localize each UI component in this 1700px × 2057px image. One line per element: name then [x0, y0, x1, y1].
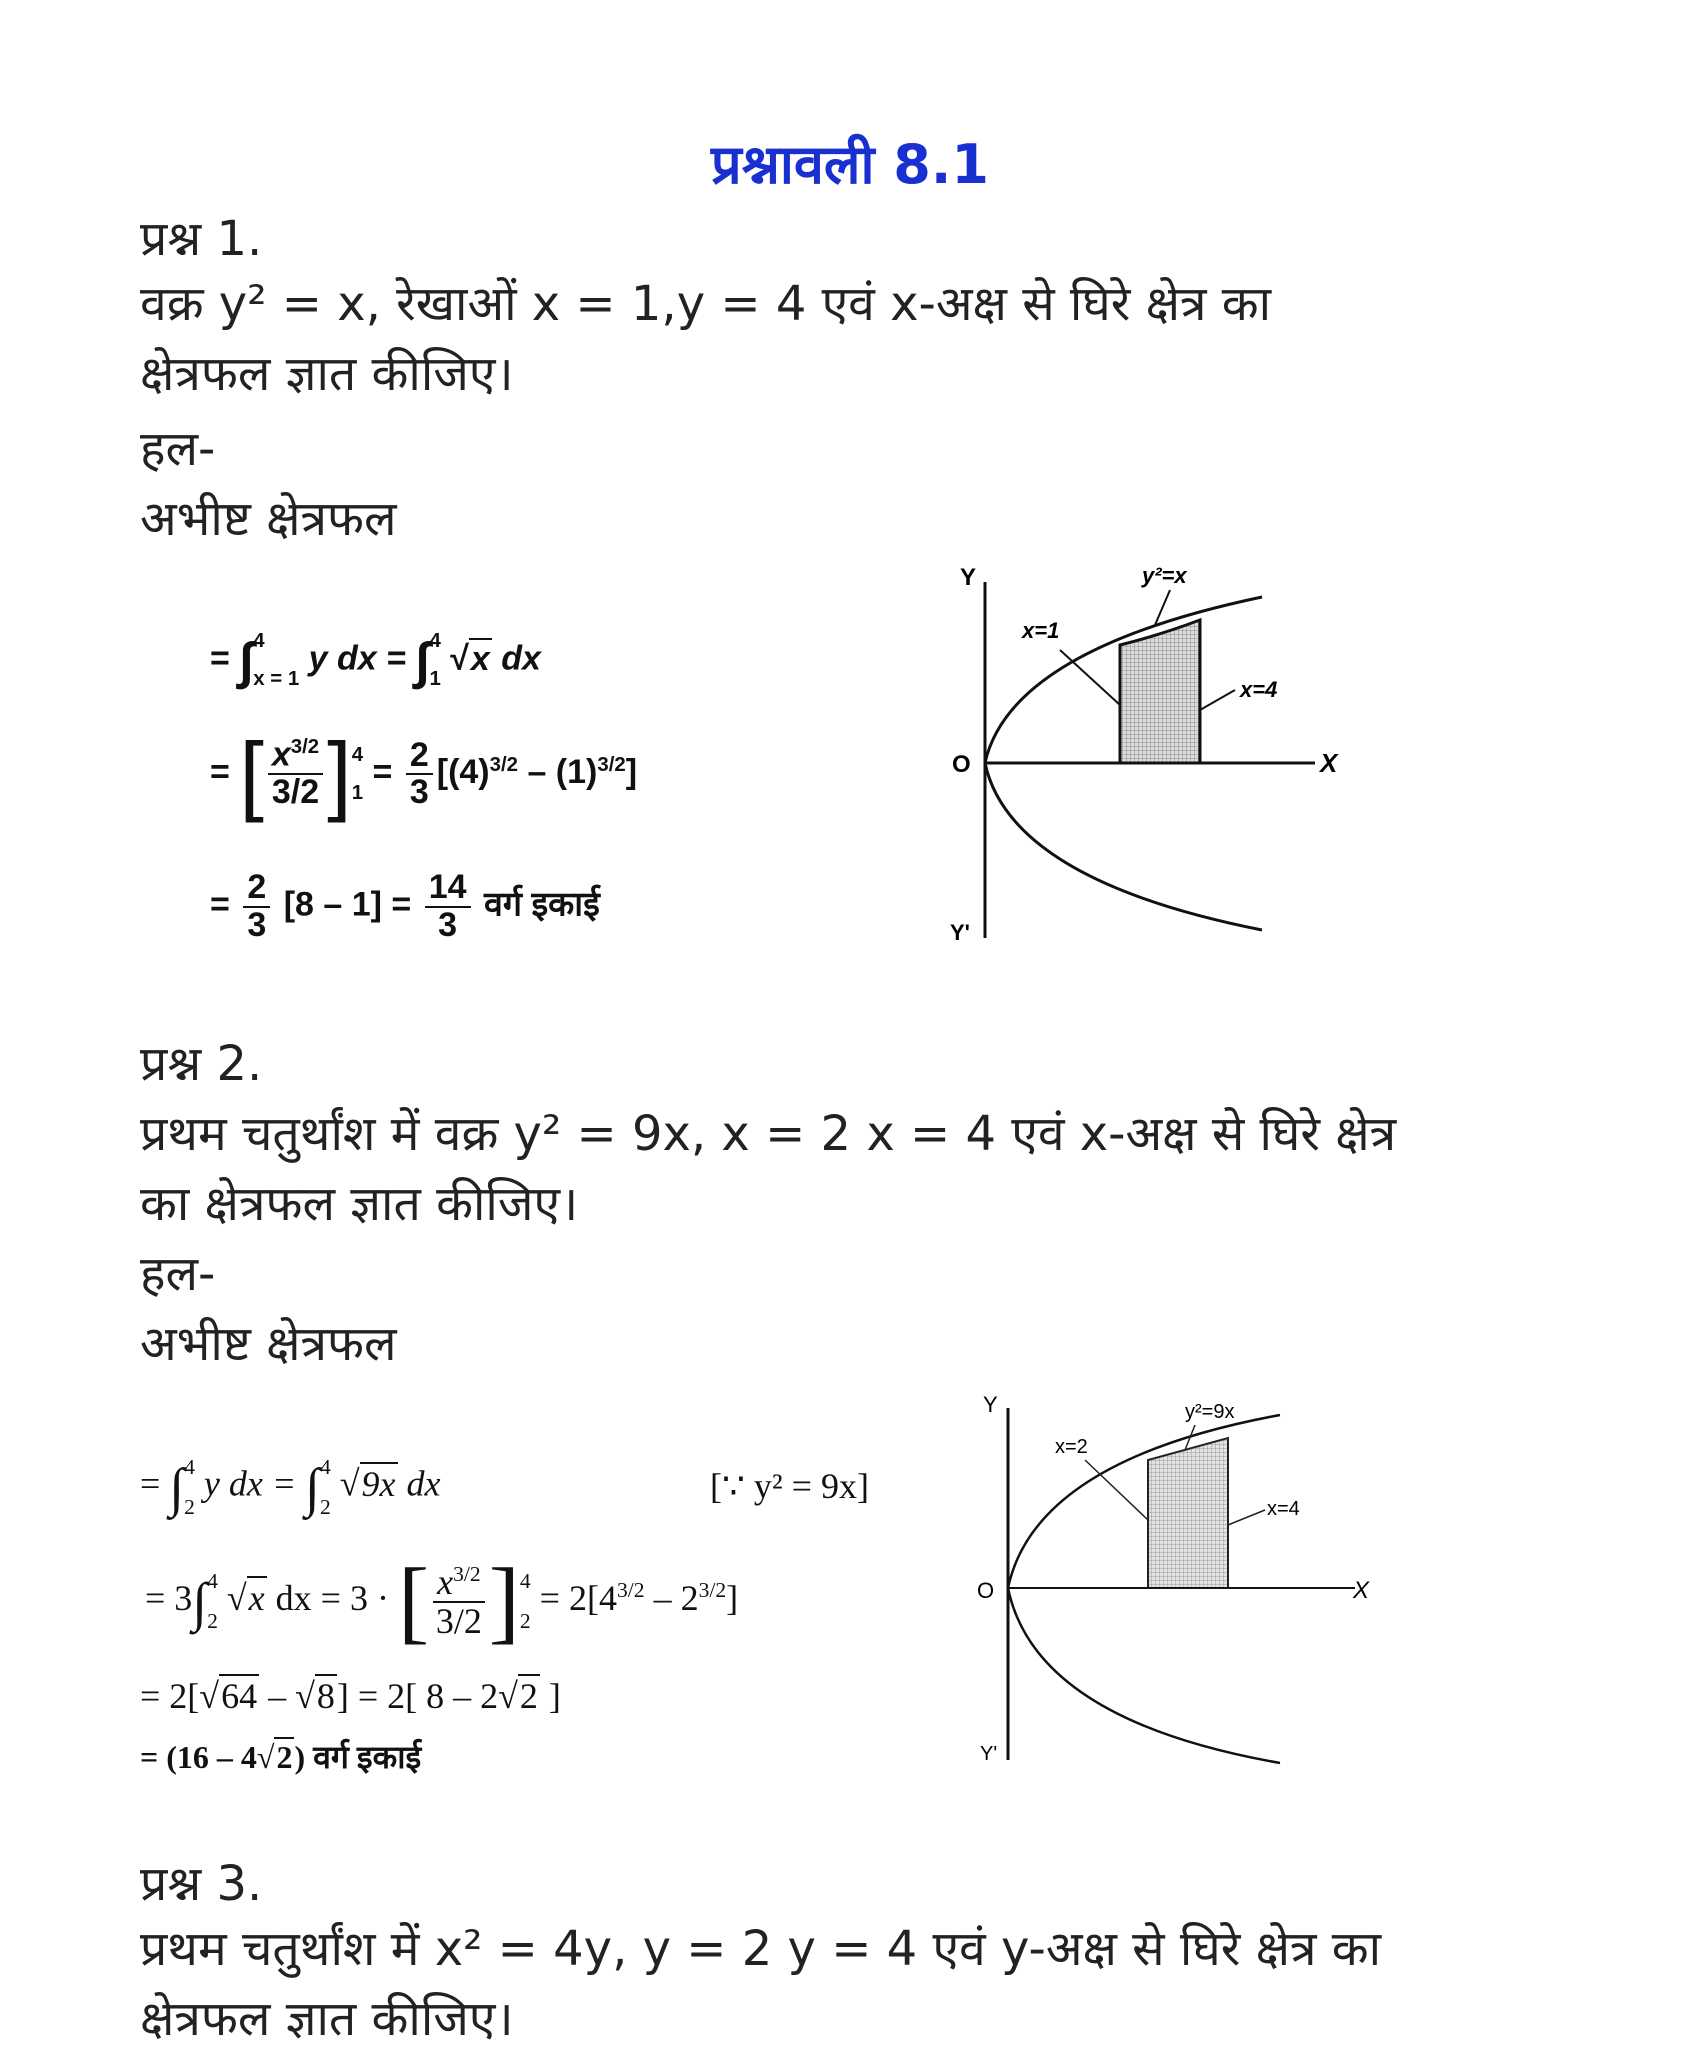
- exponent: 3/2: [597, 753, 626, 776]
- y-axis-label: Y: [983, 1392, 998, 1417]
- arrow: [1060, 650, 1120, 705]
- fraction: $\frac{x^{3/2}}{3/2}$: [433, 1563, 485, 1642]
- fraction: [268, 737, 323, 811]
- line-x2-label: x=2: [1055, 1436, 1088, 1458]
- bracket-close: ]: [488, 1550, 520, 1653]
- limits: [429, 630, 440, 691]
- integral-sign: ∫: [305, 1457, 320, 1518]
- origin-label: O: [977, 1578, 995, 1603]
- term: ]: [625, 753, 638, 792]
- limits: 4 2: [319, 1455, 331, 1519]
- dx: dx: [501, 639, 541, 678]
- exponent: 3/2: [489, 753, 518, 776]
- bracket-open: [: [397, 1550, 430, 1653]
- shaded-region: [1148, 1438, 1228, 1588]
- arrow: [1155, 590, 1170, 625]
- integral-sign: ∫: [415, 632, 430, 690]
- exponent: 3/2: [698, 1578, 727, 1603]
- term: – (1): [518, 753, 598, 792]
- line-x4-label: x=4: [1240, 677, 1278, 702]
- x-axis-label: X: [1320, 748, 1338, 778]
- lower-limit: 1: [429, 668, 441, 691]
- q2-parabola-graph: [955, 1380, 1395, 1780]
- question-2-solution-label: हल-: [140, 1246, 216, 1302]
- question-1-label: प्रश्न 1.: [140, 211, 263, 267]
- numerator: x: [271, 735, 291, 774]
- integral-sign: ∫: [169, 1457, 185, 1518]
- upper-limit: 4: [351, 743, 364, 766]
- eq: = 3: [145, 1578, 193, 1619]
- term: [8 – 1] =: [283, 885, 412, 924]
- bracket-close: ]: [327, 724, 352, 823]
- y-neg-label: Y': [950, 920, 970, 945]
- line-x1-label: x=1: [1022, 618, 1060, 643]
- eq: =: [140, 1463, 161, 1504]
- eq: =: [210, 639, 230, 678]
- question-3-text-line1: प्रथम चतुर्थांश में x² = 4y, y = 2 y = 4 एवं y-अक्ष से घिरे क्षेत्र का: [140, 1921, 1382, 1977]
- fraction: $\frac{2}{3}$: [406, 738, 433, 811]
- integrand: y dx =: [308, 639, 407, 678]
- lower-limit: x = 1: [253, 668, 300, 691]
- q2-step-3: = 2[√64 – √8] = 2[ 8 – 2√2 ]: [140, 1676, 561, 1716]
- limits: [352, 744, 363, 805]
- radicand: x: [470, 639, 490, 678]
- arrow: [1085, 1460, 1148, 1520]
- x-axis-label: X: [1353, 1577, 1370, 1604]
- eq: =: [210, 753, 230, 792]
- fraction: $\frac{2}{3}$: [243, 870, 270, 943]
- limits: 4 2: [519, 1569, 531, 1634]
- shaded-region: [1120, 620, 1200, 763]
- q2-step-1: = ∫ 4 2 y dx = ∫ 4 2 √9x dx: [140, 1455, 441, 1519]
- question-2-text-line1: प्रथम चतुर्थांश में वक्र y² = 9x, x = 2 x = 4 एवं x-अक्ष से घिरे क्षेत्र: [140, 1106, 1397, 1162]
- integrand: y dx =: [203, 1463, 297, 1504]
- integral-sign: ∫: [192, 1571, 208, 1632]
- eq: =: [372, 753, 393, 792]
- lower-limit: 1: [351, 781, 364, 804]
- question-2-text-line2: का क्षेत्रफल ज्ञात कीजिए।: [140, 1176, 579, 1232]
- y-axis-label: Y: [960, 564, 977, 591]
- question-3-text-line2: क्षेत्रफल ज्ञात कीजिए।: [140, 1991, 514, 2047]
- bracket-open: [: [239, 724, 264, 823]
- arrow: [1228, 1510, 1265, 1525]
- question-1-text-line2: क्षेत्रफल ज्ञात कीजिए।: [140, 346, 514, 402]
- q1-parabola-graph: [930, 550, 1370, 970]
- question-1-solution-label: हल-: [140, 421, 216, 477]
- term: – 2: [644, 1578, 699, 1619]
- radicand: x: [248, 1578, 265, 1619]
- question-2-area-label: अभीष्ट क्षेत्रफल: [140, 1316, 397, 1372]
- q1-step-1: = ∫ 4 x = 1 y dx = ∫ 4 1 √x dx: [210, 630, 541, 691]
- limits: 4 2: [184, 1455, 195, 1519]
- term: dx = 3 ·: [275, 1578, 389, 1619]
- q2-step-2: = 3∫ 4 2 √x dx = 3 · [ $\frac{x^{3/2}}{3/2}$ ] 4 2 = $2[4^{3/2} - 2^{3/2}]$: [145, 1550, 739, 1653]
- unit: वर्ग इकाई: [484, 885, 600, 924]
- radicand: 9x: [361, 1463, 396, 1504]
- q2-reason: [∵ y² = 9x]: [710, 1466, 869, 1506]
- exponent: 3/2: [616, 1578, 645, 1603]
- curve-label: y²=9x: [1185, 1401, 1235, 1423]
- eq: =: [210, 885, 230, 924]
- question-1-text-line1: वक्र y² = x, रेखाओं x = 1,y = 4 एवं x-अक्ष से घिरे क्षेत्र का: [140, 276, 1272, 332]
- term: ]: [726, 1578, 739, 1619]
- curve-label: y²=x: [1142, 563, 1187, 588]
- term: = 2[4: [539, 1578, 617, 1619]
- q1-step-2: [210, 724, 638, 823]
- question-1-area-label: अभीष्ट क्षेत्रफल: [140, 491, 397, 547]
- page-title: प्रश्नावली 8.1: [711, 133, 989, 196]
- q1-step-3: [210, 870, 600, 943]
- denominator: 3/2: [271, 773, 320, 812]
- arrow: [1200, 690, 1235, 710]
- dx: dx: [406, 1463, 441, 1504]
- upper-limit: 4: [429, 630, 441, 652]
- result-fraction: $\frac{14}{3}$: [425, 870, 471, 943]
- limits: 4 2: [207, 1569, 218, 1634]
- upper-limit: 4: [253, 630, 265, 652]
- line-x4-label: x=4: [1267, 1498, 1300, 1520]
- exponent: 3/2: [290, 736, 320, 759]
- question-2-label: प्रश्न 2.: [140, 1036, 263, 1092]
- y-neg-label: Y': [980, 1743, 998, 1765]
- limits: [253, 630, 299, 691]
- integral-sign: ∫: [239, 632, 254, 690]
- question-3-label: प्रश्न 3.: [140, 1856, 263, 1912]
- term: [(4): [436, 753, 490, 792]
- q2-step-4: = (16 – 4√2) वर्ग इकाई: [140, 1739, 422, 1775]
- origin-label: O: [952, 751, 971, 778]
